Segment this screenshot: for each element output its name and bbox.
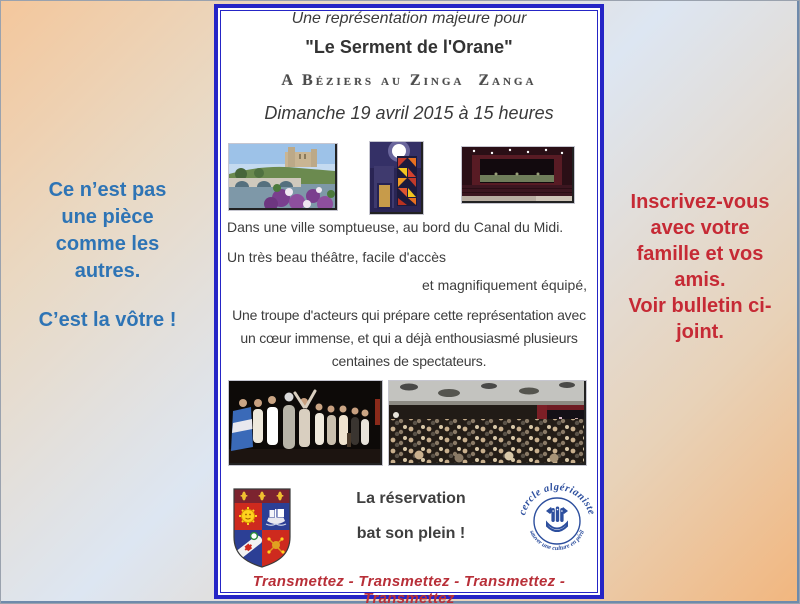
flyer-date: Dimanche 19 avril 2015 à 15 heures bbox=[264, 103, 554, 123]
body-paragraph-line: Une troupe d'acteurs qui prépare cette représentation avec bbox=[232, 307, 586, 323]
logo-bottom-text: sauver une culture en péril bbox=[527, 529, 587, 553]
flyer-panel-inner-border bbox=[220, 10, 598, 604]
cercle-algerianiste-logo bbox=[518, 481, 596, 561]
left-note-cta: C’est la vôtre ! bbox=[38, 309, 177, 331]
right-note-line: Inscrivez-vous bbox=[630, 191, 770, 213]
transmettez-footer: Transmettez - Transmettez - Transmettez - Transmettez bbox=[252, 573, 566, 604]
actors-on-stage-photo bbox=[228, 380, 383, 466]
body-line-2: Un très beau théâtre, facile d'accès bbox=[227, 249, 447, 265]
audience-photo bbox=[388, 380, 587, 466]
flyer-intro: Une représentation majeure pour bbox=[291, 10, 527, 27]
left-margin-note bbox=[1, 177, 214, 334]
flyer-title: "Le Serment de l'Orane" bbox=[305, 37, 513, 57]
stained-glass-photo bbox=[369, 141, 424, 215]
theatre-hall-photo bbox=[461, 146, 575, 204]
right-note-line: Voir bulletin ci- bbox=[628, 295, 772, 317]
body-line-1: Dans une ville somptueuse, au bord du Canal du Midi. bbox=[227, 219, 564, 235]
body-paragraph bbox=[223, 304, 595, 373]
right-note-line: avec votre bbox=[650, 217, 750, 239]
flyer-panel bbox=[214, 4, 604, 604]
right-note-line: famille et vos bbox=[636, 243, 764, 265]
body-paragraph-line: un cœur immense, et qui a déjà enthousiasmé plusieurs bbox=[240, 330, 578, 346]
flyer-venue: A Béziers au Zinga Zanga bbox=[281, 72, 537, 89]
left-note-line: une pièce bbox=[61, 206, 154, 228]
body-paragraph-line: centaines de spectateurs. bbox=[331, 353, 487, 369]
logo-top-text: cercle algérianiste bbox=[518, 481, 596, 517]
reservation-line-2: bat son plein ! bbox=[356, 525, 466, 542]
right-note-line: joint. bbox=[676, 321, 724, 343]
reservation-note bbox=[326, 490, 496, 543]
reservation-line-1: La réservation bbox=[356, 490, 466, 507]
left-note-line: Ce n’est pas bbox=[48, 179, 167, 201]
right-margin-note bbox=[602, 189, 798, 345]
body-line-3: et magnifiquement équipé, bbox=[422, 277, 587, 293]
beziers-town-photo bbox=[228, 143, 338, 211]
left-note-line: comme les bbox=[55, 233, 160, 255]
right-note-line: amis. bbox=[674, 269, 726, 291]
heraldic-crest bbox=[223, 483, 301, 573]
left-note-line: autres. bbox=[74, 260, 141, 282]
